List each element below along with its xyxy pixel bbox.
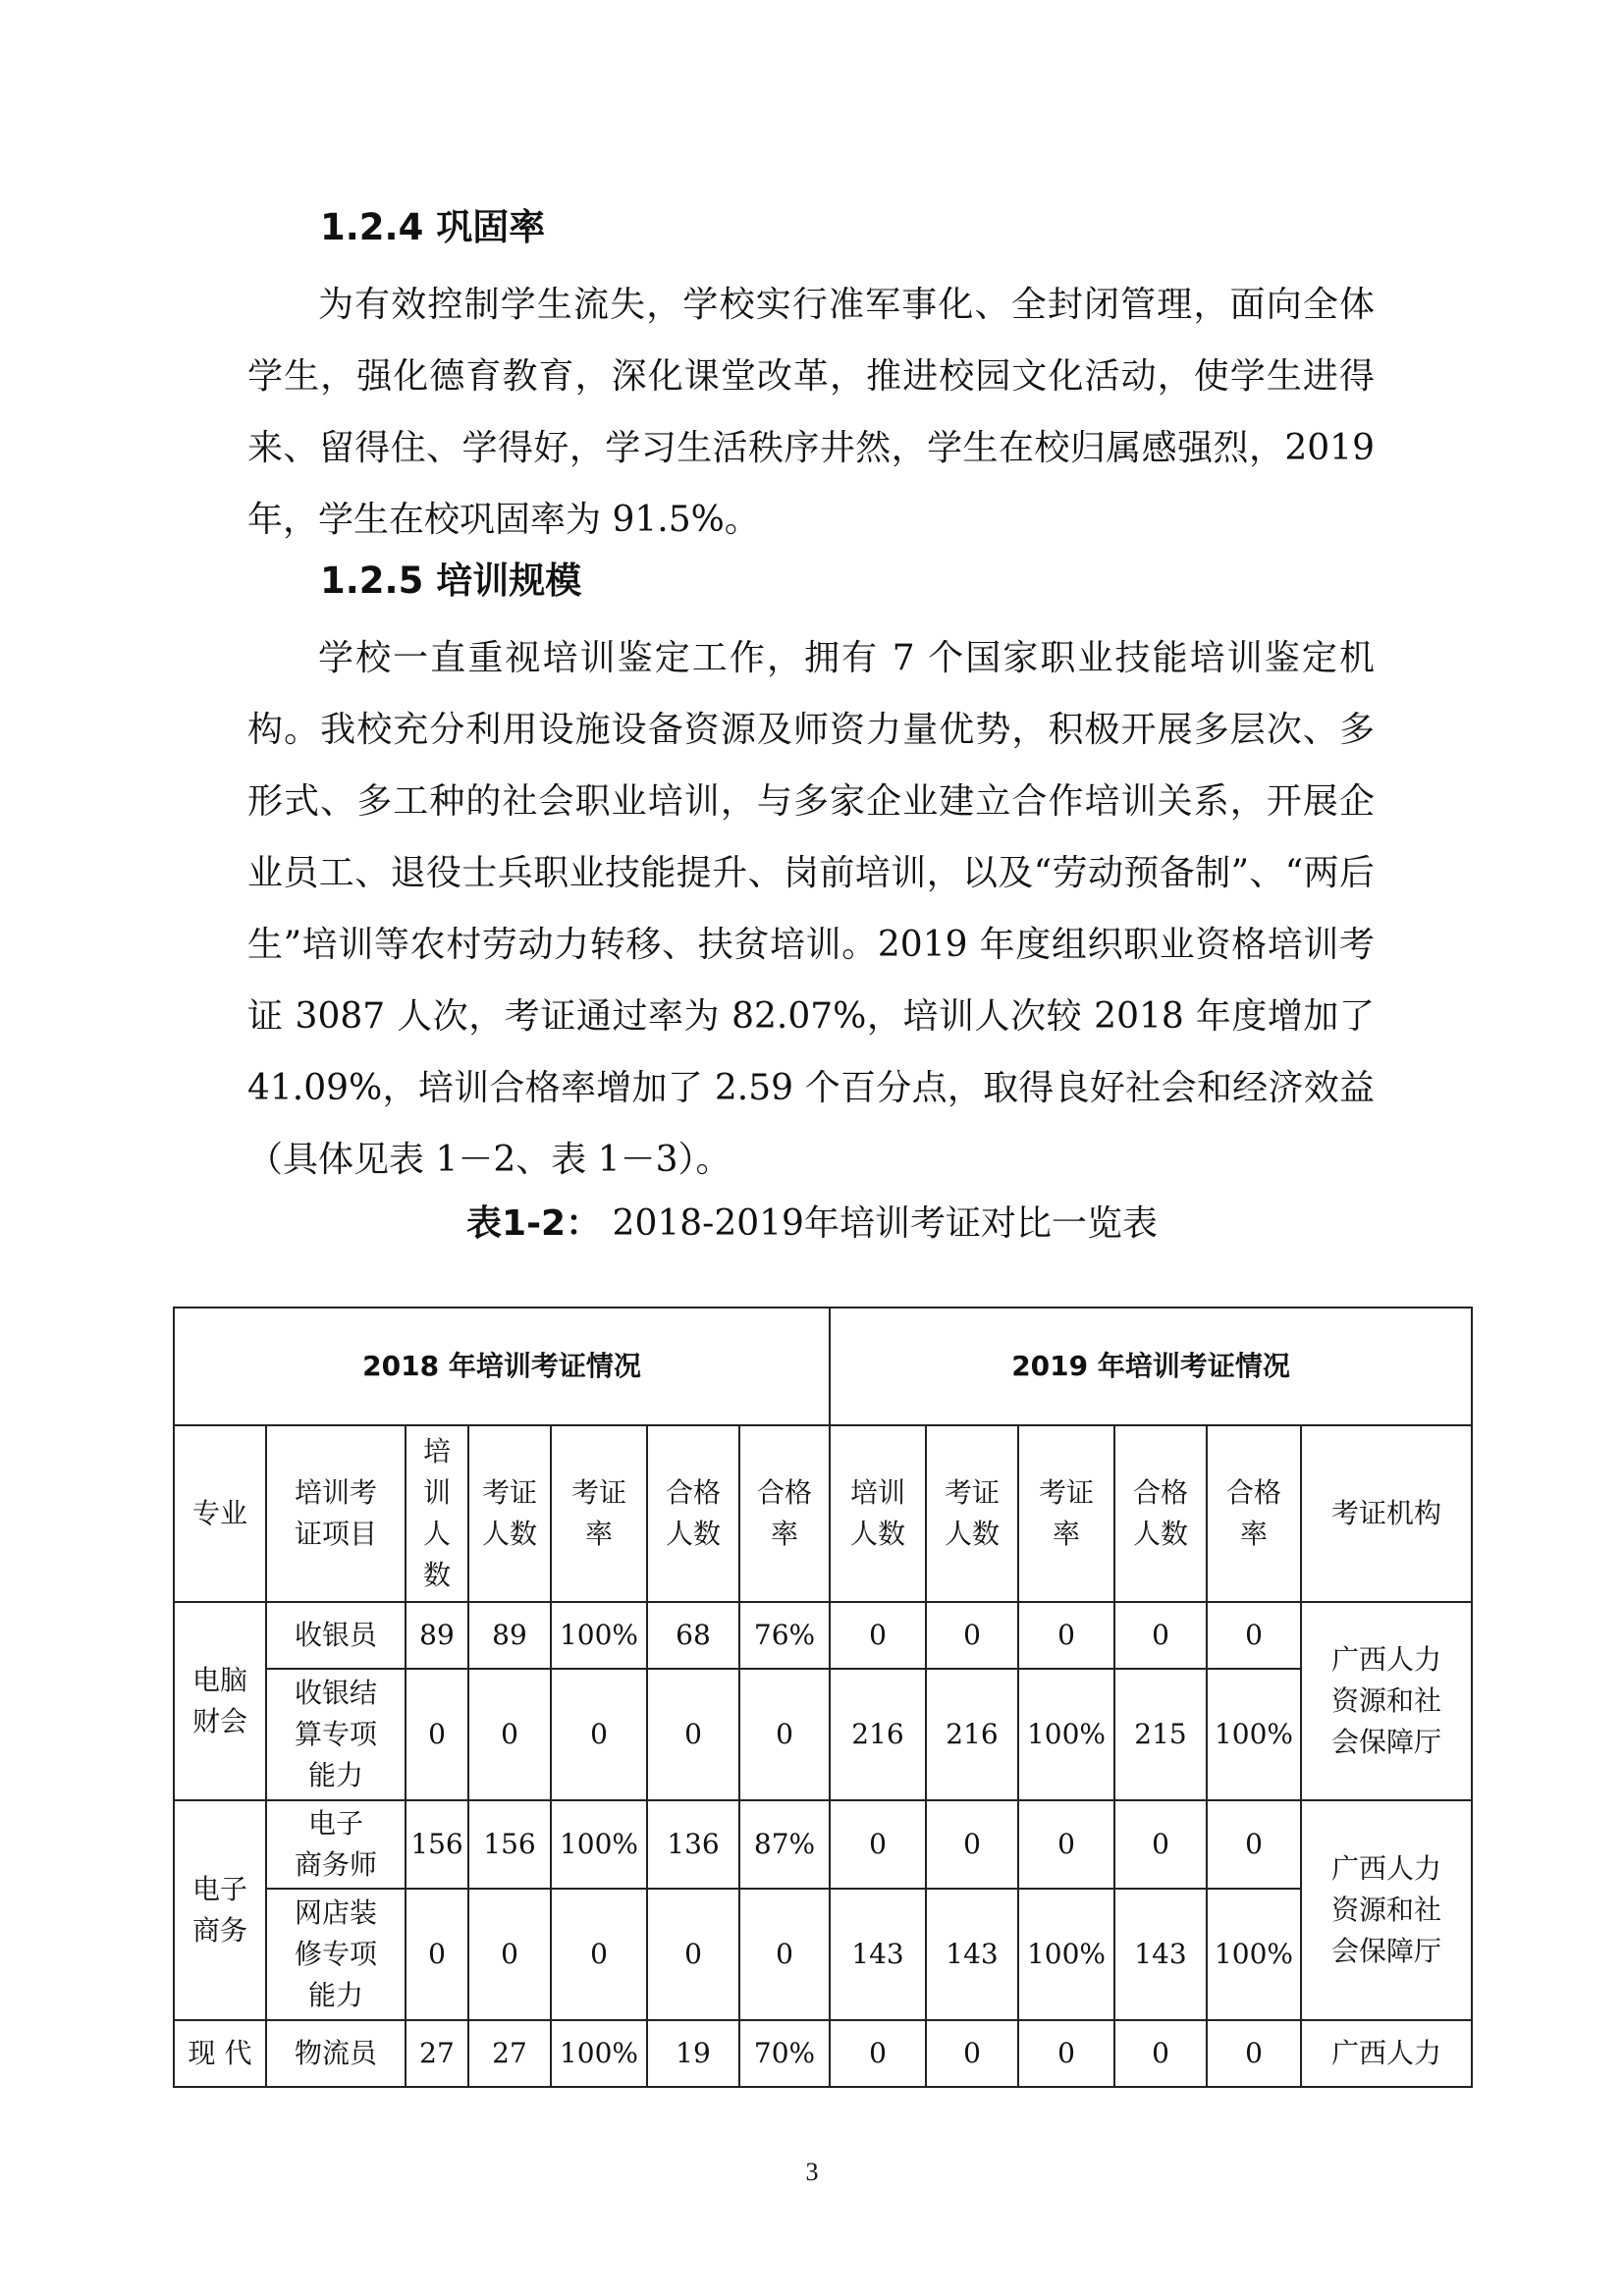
column-header: 考证机构 bbox=[1301, 1425, 1472, 1602]
value-cell: 100% bbox=[1207, 1669, 1301, 1800]
page-number: 3 bbox=[805, 2158, 819, 2186]
value-cell: 0 bbox=[1018, 1602, 1114, 1669]
value-cell: 143 bbox=[1114, 1889, 1207, 2020]
section-heading-consolidation-rate: 1.2.4 巩固率 bbox=[320, 206, 546, 248]
project-cell: 电子 商务师 bbox=[266, 1800, 406, 1889]
paragraph-training-text: 学校一直重视培训鉴定工作，拥有 7 个国家职业技能培训鉴定机构。我校充分利用设施设备资源及师资力量优势，积极开展多层次、多形式、多工种的社会职业培训，与多家企业建立合作培训关系，开展企业员工、退役士兵职业技能提升、岗前培训，以及“劳动预备制”、“两后生”培训等农村劳动力转移、扶贫培训。2019 年度组织职业资格培训考证 3087 人次，考证通过率为 82.07%，培训人次较 2018 年度增加了 41.09%，培训合格率增加了 2.59 个百分点，取得良好社会和经济效益（具体见表 1－2、表 1－3）。 bbox=[247, 638, 1375, 1180]
value-cell: 100% bbox=[1207, 1889, 1301, 2020]
value-cell: 19 bbox=[647, 2020, 739, 2087]
project-cell: 收银员 bbox=[266, 1602, 406, 1669]
paragraph-consolidation-text: 为有效控制学生流失，学校实行准军事化、全封闭管理，面向全体学生，强化德育教育，深化课堂改革，推进校园文化活动，使学生进得来、留得住、学得好，学习生活秩序井然，学生在校归属感强烈，2019 年，学生在校巩固率为 91.5%。 bbox=[247, 285, 1375, 540]
value-cell: 0 bbox=[1114, 2020, 1207, 2087]
column-header: 专业 bbox=[174, 1425, 266, 1602]
major-cell: 现 代 bbox=[174, 2020, 266, 2087]
column-header: 考证 率 bbox=[1018, 1425, 1114, 1602]
table-title-label: 表1-2： bbox=[466, 1203, 602, 1244]
value-cell: 100% bbox=[551, 1800, 647, 1889]
table-row bbox=[174, 1800, 1472, 1889]
table-row bbox=[174, 2020, 1472, 2087]
value-cell: 89 bbox=[406, 1602, 468, 1669]
value-cell: 0 bbox=[468, 1669, 551, 1800]
value-cell: 0 bbox=[1018, 2020, 1114, 2087]
column-header: 考证 人数 bbox=[468, 1425, 551, 1602]
institution-cell: 广西人力 资源和社 会保障厅 bbox=[1301, 1800, 1472, 2020]
column-header: 合格 人数 bbox=[1114, 1425, 1207, 1602]
column-header: 培训考 证项目 bbox=[266, 1425, 406, 1602]
group-header-2019: 2019 年培训考证情况 bbox=[830, 1308, 1472, 1425]
value-cell: 0 bbox=[647, 1669, 739, 1800]
value-cell: 0 bbox=[647, 1889, 739, 2020]
column-header: 培训 人数 bbox=[830, 1425, 926, 1602]
value-cell: 0 bbox=[406, 1669, 468, 1800]
value-cell: 0 bbox=[830, 2020, 926, 2087]
value-cell: 87% bbox=[739, 1800, 830, 1889]
table-row bbox=[174, 1602, 1472, 1669]
column-header: 合格 人数 bbox=[647, 1425, 739, 1602]
major-cell: 电脑 财会 bbox=[174, 1602, 266, 1800]
value-cell: 0 bbox=[926, 1602, 1018, 1669]
value-cell: 0 bbox=[551, 1669, 647, 1800]
institution-cell: 广西人力 bbox=[1301, 2020, 1472, 2087]
table-title bbox=[0, 1200, 1624, 1249]
column-header: 培 训 人 数 bbox=[406, 1425, 468, 1602]
project-cell: 收银结 算专项 能力 bbox=[266, 1669, 406, 1800]
value-cell: 0 bbox=[739, 1669, 830, 1800]
table-row bbox=[174, 1889, 1472, 2020]
paragraph-training bbox=[247, 622, 1375, 1196]
column-header: 合格 率 bbox=[739, 1425, 830, 1602]
value-cell: 27 bbox=[406, 2020, 468, 2087]
table-group-header-row bbox=[174, 1308, 1472, 1425]
group-header-2018: 2018 年培训考证情况 bbox=[174, 1308, 830, 1425]
table-row bbox=[174, 1669, 1472, 1800]
value-cell: 0 bbox=[1018, 1800, 1114, 1889]
training-comparison-table bbox=[173, 1307, 1473, 2088]
value-cell: 70% bbox=[739, 2020, 830, 2087]
paragraph-consolidation bbox=[247, 269, 1375, 556]
value-cell: 156 bbox=[468, 1800, 551, 1889]
value-cell: 216 bbox=[926, 1669, 1018, 1800]
section-heading-training-scale: 1.2.5 培训规模 bbox=[320, 560, 582, 602]
column-header: 合格 率 bbox=[1207, 1425, 1301, 1602]
value-cell: 0 bbox=[1114, 1800, 1207, 1889]
value-cell: 100% bbox=[1018, 1889, 1114, 2020]
value-cell: 0 bbox=[739, 1889, 830, 2020]
value-cell: 143 bbox=[830, 1889, 926, 2020]
column-header: 考证 率 bbox=[551, 1425, 647, 1602]
project-cell: 网店装 修专项 能力 bbox=[266, 1889, 406, 2020]
page-break-mask bbox=[173, 2094, 1479, 2153]
value-cell: 76% bbox=[739, 1602, 830, 1669]
value-cell: 89 bbox=[468, 1602, 551, 1669]
value-cell: 0 bbox=[1207, 1602, 1301, 1669]
value-cell: 0 bbox=[926, 2020, 1018, 2087]
value-cell: 216 bbox=[830, 1669, 926, 1800]
value-cell: 100% bbox=[1018, 1669, 1114, 1800]
major-cell: 电子 商务 bbox=[174, 1800, 266, 2020]
value-cell: 0 bbox=[830, 1800, 926, 1889]
value-cell: 27 bbox=[468, 2020, 551, 2087]
value-cell: 0 bbox=[1114, 1602, 1207, 1669]
value-cell: 0 bbox=[1207, 2020, 1301, 2087]
value-cell: 215 bbox=[1114, 1669, 1207, 1800]
value-cell: 143 bbox=[926, 1889, 1018, 2020]
value-cell: 0 bbox=[1207, 1800, 1301, 1889]
column-header: 考证 人数 bbox=[926, 1425, 1018, 1602]
value-cell: 0 bbox=[406, 1889, 468, 2020]
value-cell: 0 bbox=[468, 1889, 551, 2020]
project-cell: 物流员 bbox=[266, 2020, 406, 2087]
value-cell: 0 bbox=[551, 1889, 647, 2020]
value-cell: 0 bbox=[926, 1800, 1018, 1889]
value-cell: 0 bbox=[830, 1602, 926, 1669]
value-cell: 136 bbox=[647, 1800, 739, 1889]
value-cell: 156 bbox=[406, 1800, 468, 1889]
value-cell: 100% bbox=[551, 2020, 647, 2087]
value-cell: 68 bbox=[647, 1602, 739, 1669]
table-title-text: 2018-2019年培训考证对比一览表 bbox=[612, 1203, 1158, 1244]
table-column-header-row bbox=[174, 1425, 1472, 1602]
value-cell: 100% bbox=[551, 1602, 647, 1669]
institution-cell: 广西人力 资源和社 会保障厅 bbox=[1301, 1602, 1472, 1800]
